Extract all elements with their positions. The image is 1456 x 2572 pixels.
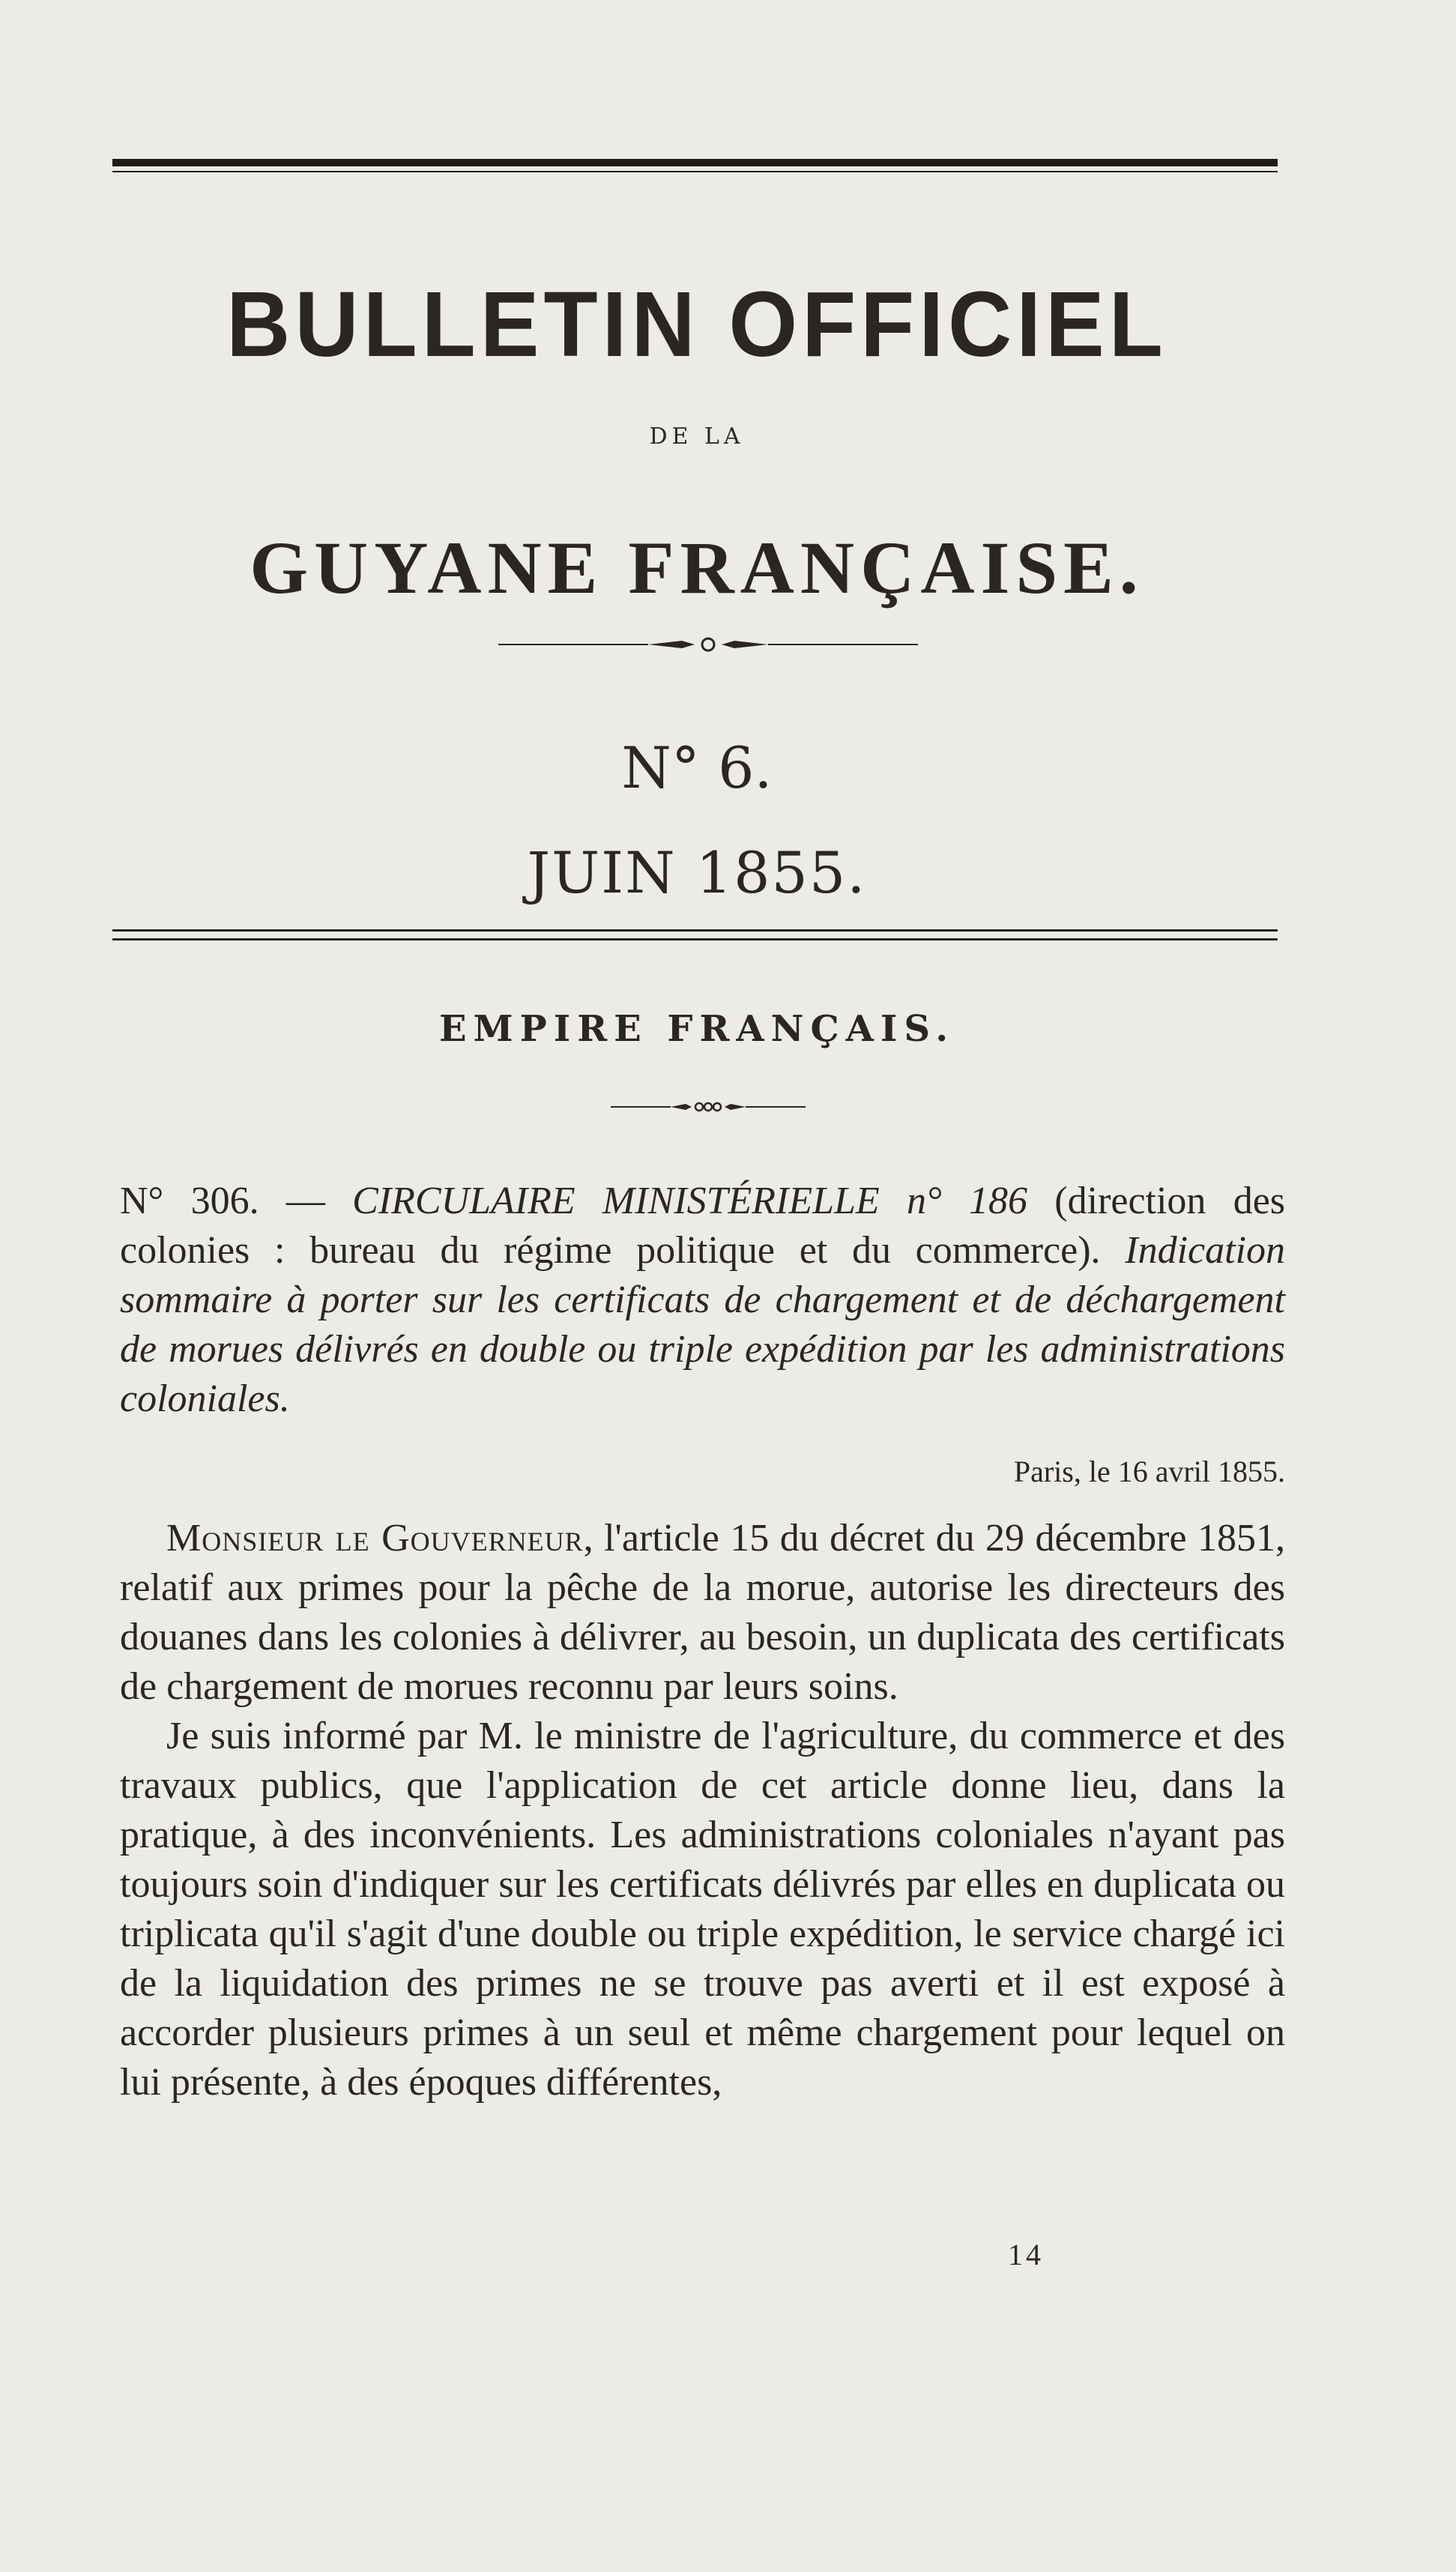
mid-rule-top [112,929,1278,932]
section-ornament [611,1098,806,1116]
paragraph-1-text: , l'article 15 du décret du 29 décembre 1851, relatif aux primes pour la pêche de la morue, autorise les directeurs des douanes dans les colonies à délivrer, au besoin, un duplicata des certificats de chargement de morues reconnu par leurs soins. [120,1517,1285,1708]
top-thin-rule [112,171,1278,172]
mid-rule-bottom [112,938,1278,941]
circular-title: CIRCULAIRE MINISTÉRIELLE [352,1180,880,1222]
section-heading: EMPIRE FRANÇAIS. [438,1008,955,1050]
salutation: Monsieur le Gouverneur [166,1517,584,1560]
paragraph-1 [120,1514,1285,1712]
issue-date: JUIN 1855. [527,839,867,906]
circular-department: (direction des colonies : bureau du régime politique et du commerce). [120,1180,1286,1272]
page-folio: 14 [1008,2238,1044,2271]
circular-title-number: n° 186 [879,1180,1028,1222]
circular-subject: Indication sommaire à porter sur les certificats de chargement et de déchargement de morues délivrés en double ou triple expédition par les administrations coloniales. [120,1229,1285,1420]
title-connector: DE LA [649,423,745,450]
circular-number: N° 306. — [120,1180,353,1222]
title-ornament [498,633,918,656]
dateline: Paris, le 16 avril 1855. [1013,1455,1285,1488]
circular-body [120,1514,1285,2107]
colony-title: GUYANE FRANÇAISE. [250,526,1144,609]
bulletin-title: BULLETIN OFFICIEL [226,272,1167,377]
issue-number: N° 6. [621,734,773,801]
circular-heading [120,1177,1285,1424]
paragraph-2: Je suis informé par M. le ministre de l'agriculture, du commerce et des travaux publics, que l'application de cet article donne lieu, dans la pratique, à des inconvénients. Les administrations coloniales n'ayant pas toujours soin d'indiquer sur les certificats délivrés par elles en duplicata ou triplicata qu'il s'agit d'une double ou triple expédition, le service chargé ici de la liquidation des primes ne se trouve pas averti et il est exposé à accorder plusieurs primes à un seul et même chargement pour lequel on lui présente, à des époques différentes, [120,1715,1285,2104]
top-thick-rule [112,159,1278,166]
